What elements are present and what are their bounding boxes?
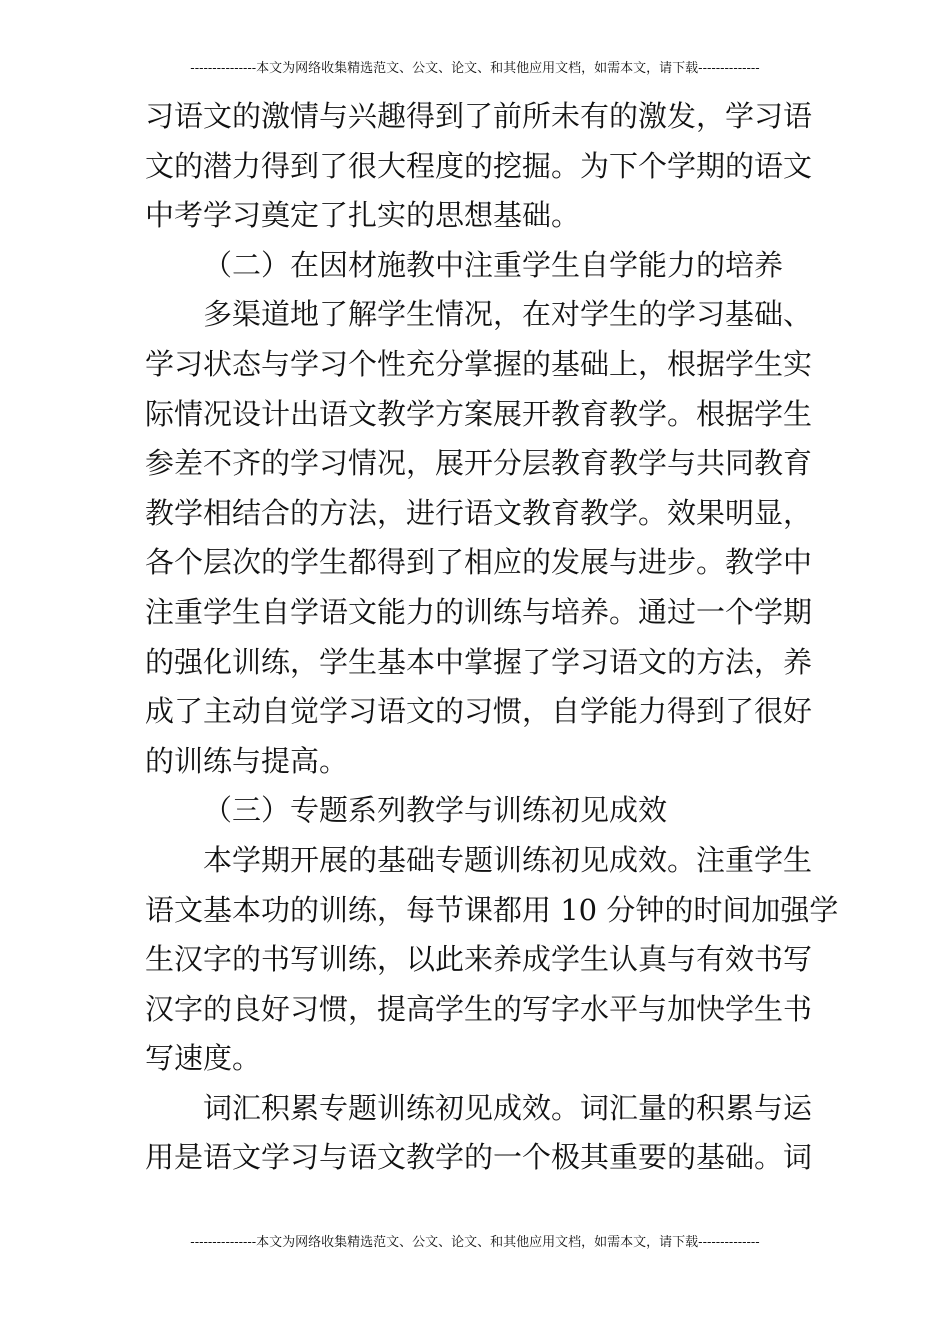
paragraph-line: 生汉字的书写训练，以此来养成学生认真与有效书写 bbox=[145, 942, 813, 977]
page-header: ---------------本文为网络收集精选范文、公文、论文、和其他应用文档，如需本文，请下载-------------- bbox=[190, 61, 760, 76]
paragraph-line: 词汇积累专题训练初见成效。词汇量的积累与运 bbox=[203, 1090, 813, 1125]
paragraph-line: 注重学生自学语文能力的训练与培养。通过一个学期 bbox=[145, 594, 813, 629]
paragraph-line: 中考学习奠定了扎实的思想基础。 bbox=[145, 198, 581, 233]
paragraph-line: 文的潜力得到了很大程度的挖掘。为下个学期的语文 bbox=[145, 148, 813, 183]
section-heading: （三）专题系列教学与训练初见成效 bbox=[203, 793, 668, 828]
paragraph-line: 汉字的良好习惯，提高学生的写字水平与加快学生书 bbox=[145, 991, 813, 1026]
paragraph-line: 参差不齐的学习情况，展开分层教育教学与共同教育 bbox=[145, 446, 813, 481]
paragraph-line: 学习状态与学习个性充分掌握的基础上，根据学生实 bbox=[145, 346, 813, 381]
paragraph-line: 成了主动自觉学习语文的习惯，自学能力得到了很好 bbox=[145, 694, 813, 729]
section-heading: （二）在因材施教中注重学生自学能力的培养 bbox=[203, 247, 784, 282]
paragraph-line: 写速度。 bbox=[145, 1041, 262, 1076]
paragraph-line: 的训练与提高。 bbox=[145, 743, 349, 778]
paragraph-line: 的强化训练，学生基本中掌握了学习语文的方法，养 bbox=[145, 644, 813, 679]
document-body bbox=[145, 92, 839, 1183]
paragraph-line: 本学期开展的基础专题训练初见成效。注重学生 bbox=[203, 842, 813, 877]
paragraph-line: 际情况设计出语文教学方案展开教育教学。根据学生 bbox=[145, 396, 813, 431]
page-footer: ---------------本文为网络收集精选范文、公文、论文、和其他应用文档，如需本文，请下载-------------- bbox=[190, 1235, 760, 1250]
paragraph-line: 习语文的激情与兴趣得到了前所未有的激发，学习语 bbox=[145, 99, 813, 133]
paragraph-line: 多渠道地了解学生情况，在对学生的学习基础、 bbox=[203, 297, 813, 332]
paragraph-line: 各个层次的学生都得到了相应的发展与进步。教学中 bbox=[145, 545, 813, 580]
paragraph-line: 用是语文学习与语文教学的一个极其重要的基础。词 bbox=[145, 1140, 813, 1175]
paragraph-line: 教学相结合的方法，进行语文教育教学。效果明显， bbox=[145, 495, 813, 530]
paragraph-line: 语文基本功的训练，每节课都用 10 分钟的时间加强学 bbox=[145, 892, 839, 927]
